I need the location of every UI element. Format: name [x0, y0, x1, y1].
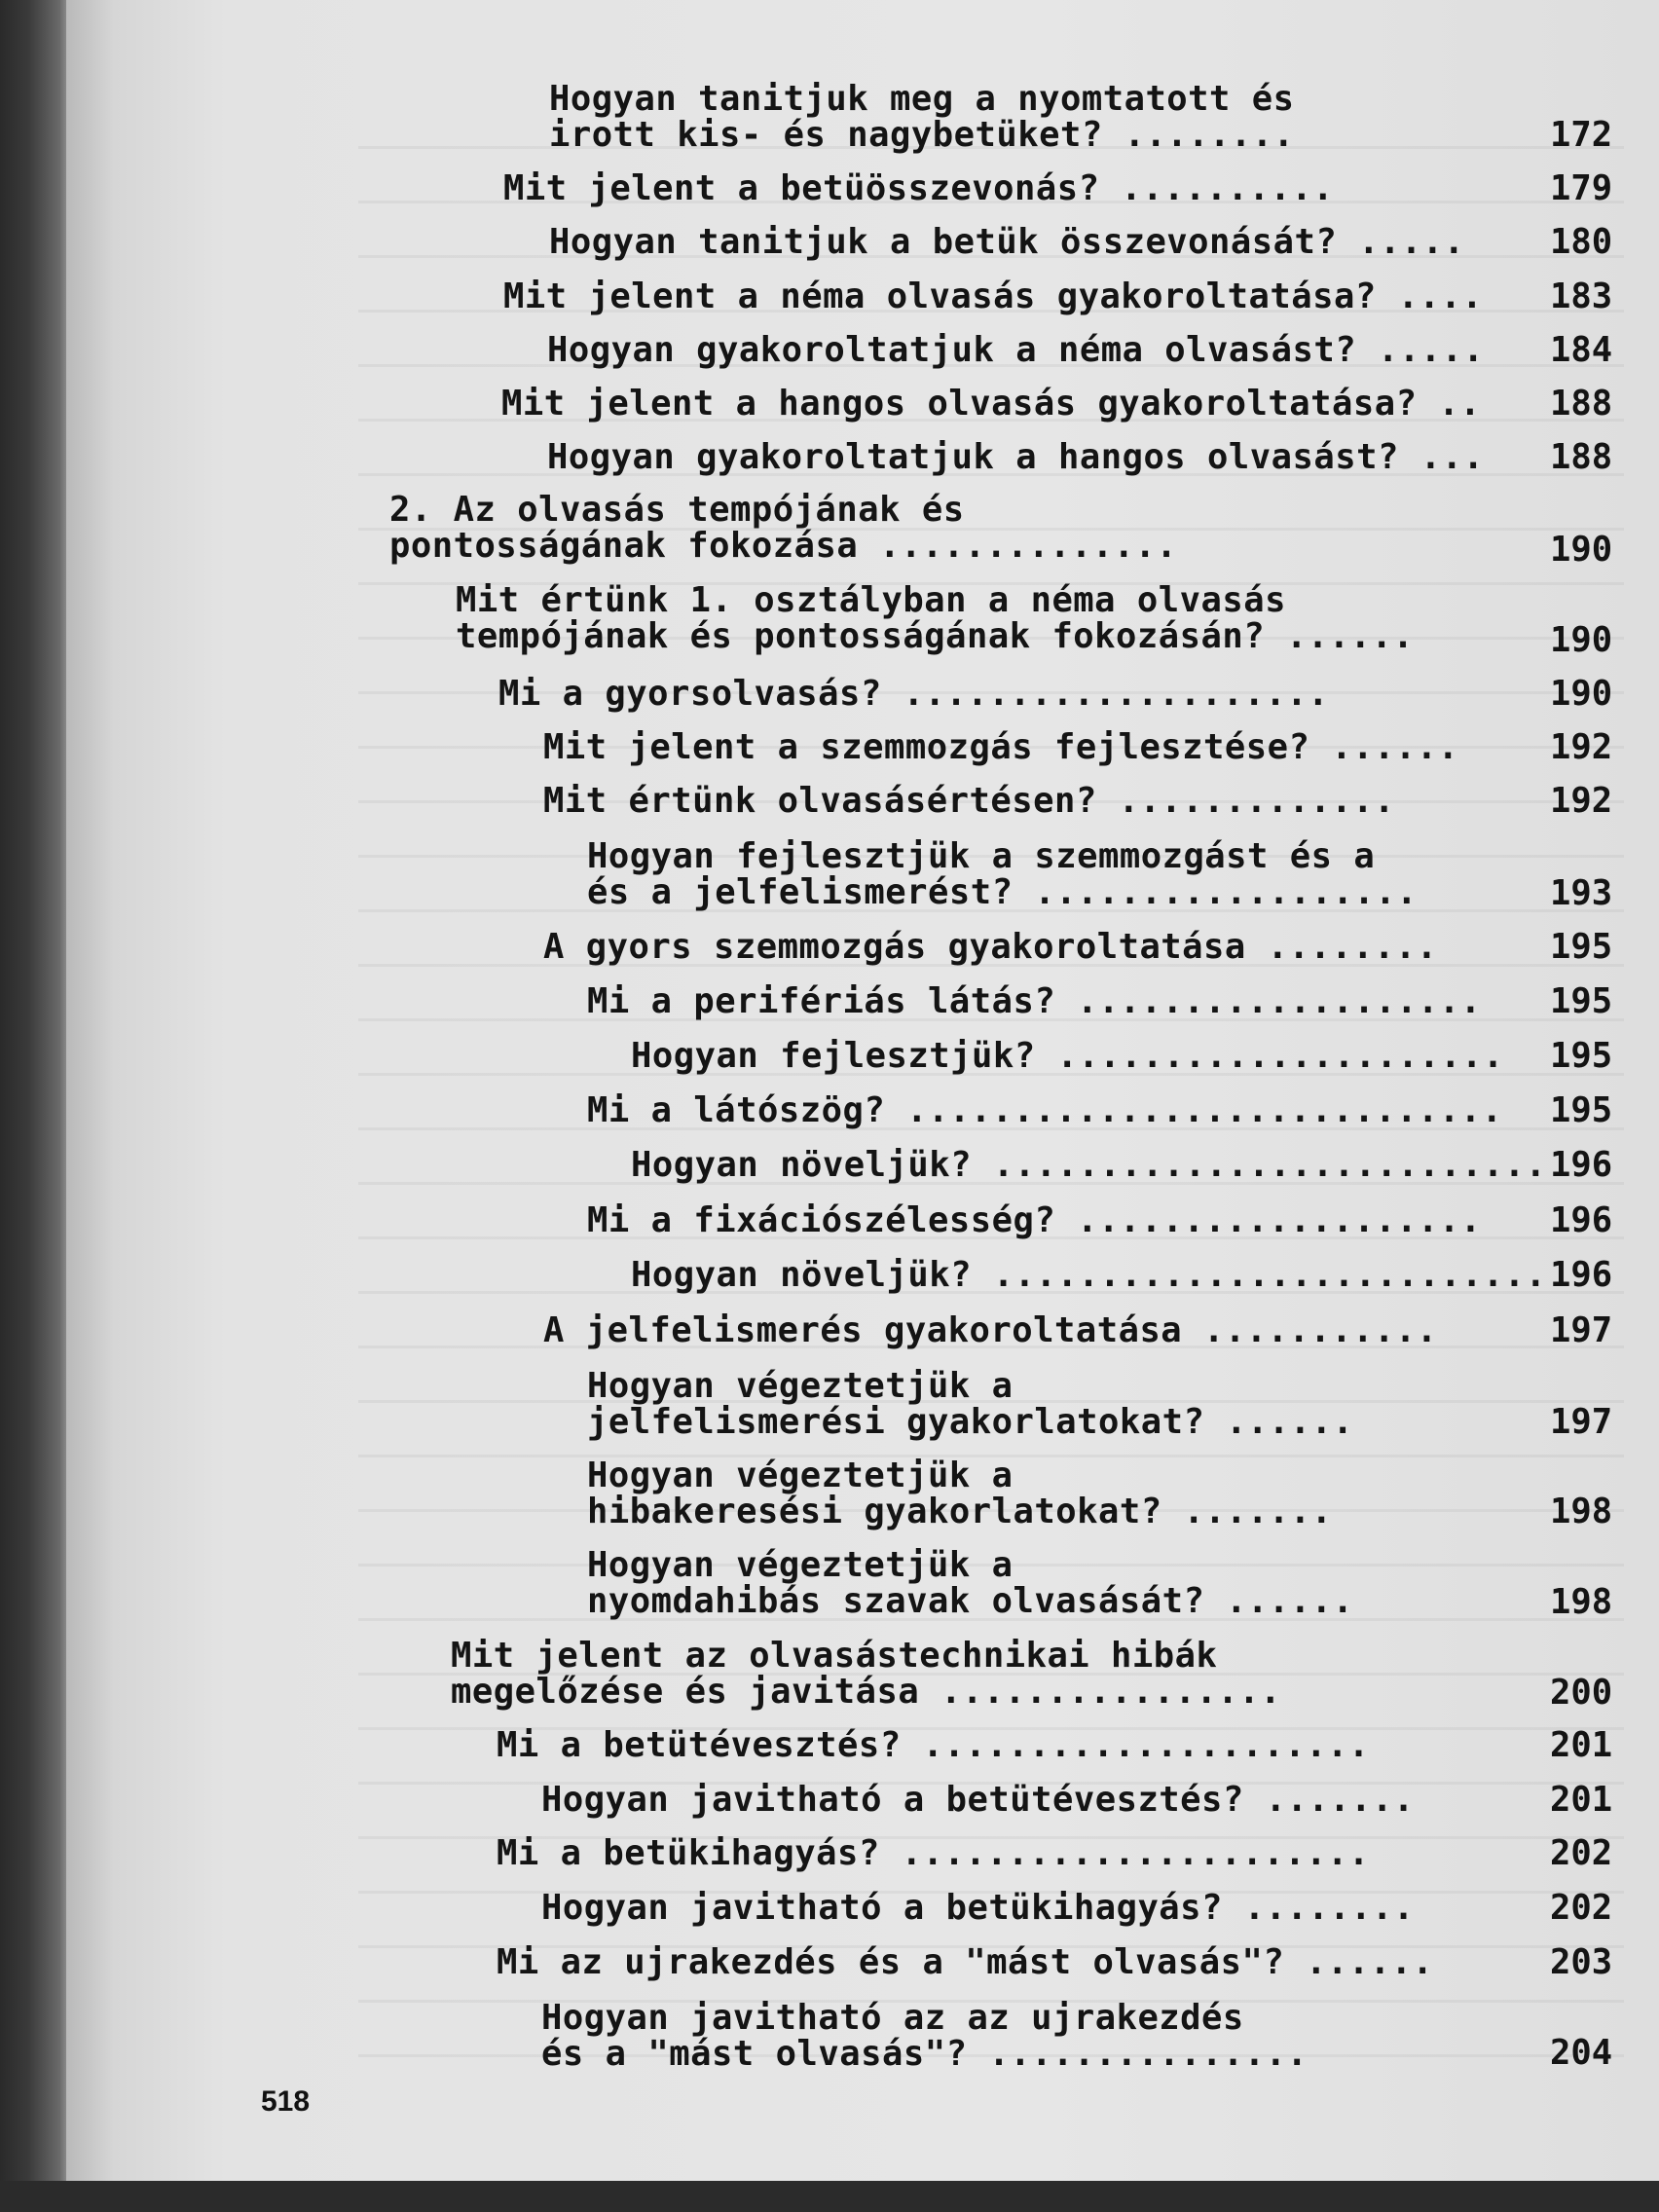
- toc-entry: [497, 1944, 1433, 1980]
- toc-page-number: 188: [1550, 437, 1613, 477]
- toc-entry: [587, 1547, 1353, 1619]
- toc-page-number: 193: [1550, 873, 1613, 913]
- toc-entry-line: Mi a betükihagyás? ......................: [497, 1833, 1370, 1873]
- toc-entry: [497, 1727, 1370, 1763]
- toc-entry-line: 2. Az olvasás tempójának és: [389, 490, 965, 530]
- toc-page-number: 200: [1550, 1673, 1613, 1713]
- toc-entry-line: Hogyan növeljük? ..........................: [631, 1255, 1547, 1295]
- toc-entry-line: Mit jelent a szemmozgás fejlesztése? ......: [543, 727, 1459, 767]
- toc-entry-line: Mi a betütévesztés? .....................: [497, 1725, 1370, 1765]
- toc-entry: [631, 1038, 1504, 1074]
- toc-entry-line: tempójának és pontosságának fokozásán? ......: [456, 616, 1415, 656]
- toc-entry-line: Hogyan végeztetjük a: [587, 1456, 1014, 1495]
- table-of-contents: [66, 0, 1659, 2142]
- toc-entry-line: és a jelfelismerést? ..................: [587, 872, 1419, 912]
- toc-page-number: 192: [1550, 781, 1613, 821]
- toc-page-number: 195: [1550, 981, 1613, 1021]
- toc-entry: [547, 332, 1484, 368]
- toc-entry: [543, 729, 1459, 765]
- toc-entry-line: Hogyan fejlesztjük a szemmozgást és a: [587, 836, 1376, 876]
- bottom-edge: [0, 2181, 1659, 2212]
- toc-entry: [587, 1092, 1503, 1128]
- toc-page-number: 190: [1550, 620, 1613, 660]
- toc-page-number: 190: [1550, 674, 1613, 714]
- toc-entry-line: Mit jelent a néma olvasás gyakoroltatása? ....: [503, 276, 1484, 316]
- toc-entry: [631, 1147, 1547, 1183]
- toc-entry-line: Mi az ujrakezdés és a "mást olvasás"? ......: [497, 1942, 1434, 1982]
- toc-page-number: 188: [1550, 384, 1613, 424]
- toc-entry-line: Hogyan fejlesztjük? .....................: [631, 1036, 1504, 1076]
- toc-entry-line: A jelfelismerés gyakoroltatása ...........: [543, 1310, 1438, 1350]
- toc-entry: [497, 1835, 1370, 1871]
- toc-page-number: 172: [1550, 115, 1613, 155]
- toc-entry-line: Hogyan javitható az az ujrakezdés: [541, 1998, 1244, 2038]
- toc-entry: [631, 1257, 1547, 1293]
- toc-entry-line: Mit jelent a hangos olvasás gyakoroltatása? ..: [501, 384, 1482, 424]
- toc-page-number: 183: [1550, 276, 1613, 316]
- toc-entry: [541, 1890, 1415, 1926]
- toc-entry-line: A gyors szemmozgás gyakoroltatása ........: [543, 927, 1438, 967]
- toc-entry-line: Mit jelent a betüösszevonás? ..........: [503, 168, 1335, 208]
- toc-page-number: 192: [1550, 727, 1613, 767]
- toc-entry: [587, 983, 1482, 1019]
- toc-entry-line: Mi a fixációszélesség? ...................: [587, 1200, 1482, 1240]
- toc-entry: [503, 170, 1334, 206]
- book-spine-shadow: [0, 0, 70, 2212]
- book-page: [66, 0, 1659, 2191]
- toc-page-number: 202: [1550, 1833, 1613, 1873]
- toc-entry-line: Mi a látószög? ............................: [587, 1090, 1503, 1130]
- toc-entry: [547, 439, 1484, 475]
- toc-entry: [451, 1638, 1281, 1710]
- toc-entry: [543, 929, 1438, 965]
- toc-page-number: 202: [1550, 1888, 1613, 1928]
- toc-entry-line: hibakeresési gyakorlatokat? .......: [587, 1492, 1333, 1531]
- toc-entry-line: és a "mást olvasás"? ...............: [541, 2034, 1309, 2074]
- toc-page-number: 195: [1550, 927, 1613, 967]
- toc-page-number: 184: [1550, 330, 1613, 370]
- toc-entry-line: Mi a perifériás látás? ...................: [587, 981, 1482, 1021]
- toc-page-number: 190: [1550, 530, 1613, 570]
- toc-entry: [543, 1312, 1438, 1348]
- toc-entry-line: pontosságának fokozása ..............: [389, 526, 1178, 566]
- toc-page-number: 203: [1550, 1942, 1613, 1982]
- toc-page-number: 196: [1550, 1200, 1613, 1240]
- toc-entry: [456, 582, 1414, 654]
- toc-page-number: 198: [1550, 1582, 1613, 1622]
- toc-page-number: 197: [1550, 1402, 1613, 1442]
- toc-entry: [389, 492, 1177, 564]
- toc-page-number: 180: [1550, 222, 1613, 262]
- toc-page-number: 196: [1550, 1255, 1613, 1295]
- toc-entry-line: megelőzése és javitása ................: [451, 1672, 1282, 1712]
- toc-page-number: 179: [1550, 168, 1613, 208]
- toc-entry-line: jelfelismerési gyakorlatokat? ......: [587, 1402, 1354, 1442]
- toc-entry-line: Hogyan javitható a betütévesztés? .......: [541, 1780, 1415, 1820]
- toc-entry-line: Hogyan végeztetjük a: [587, 1545, 1014, 1585]
- page-number: 518: [261, 2085, 311, 2118]
- toc-entry-line: Hogyan tanitjuk meg a nyomtatott és: [549, 79, 1295, 119]
- toc-entry: [503, 278, 1483, 314]
- toc-entry: [498, 676, 1329, 712]
- toc-page-number: 195: [1550, 1036, 1613, 1076]
- toc-page-number: 198: [1550, 1492, 1613, 1531]
- toc-page-number: 204: [1550, 2033, 1613, 2073]
- toc-entry-line: irott kis- és nagybetüket? ........: [549, 115, 1295, 155]
- toc-entry-line: Hogyan javitható a betükihagyás? ........: [541, 1888, 1415, 1928]
- toc-page-number: 195: [1550, 1090, 1613, 1130]
- toc-entry-line: Hogyan gyakoroltatjuk a hangos olvasást? ...: [547, 437, 1485, 477]
- toc-entry-line: Mi a gyorsolvasás? ....................: [498, 674, 1330, 714]
- toc-entry: [587, 1202, 1482, 1238]
- toc-entry-line: Mit értünk 1. osztályban a néma olvasás: [456, 580, 1287, 620]
- toc-entry: [587, 838, 1418, 910]
- toc-entry: [587, 1457, 1333, 1530]
- toc-entry-line: Hogyan növeljük? ..........................: [631, 1145, 1547, 1185]
- toc-entry-line: Mit értünk olvasásértésen? .............: [543, 781, 1395, 821]
- toc-page-number: 196: [1550, 1145, 1613, 1185]
- toc-entry: [549, 224, 1465, 260]
- toc-entry-line: nyomdahibás szavak olvasását? ......: [587, 1581, 1354, 1621]
- toc-page-number: 197: [1550, 1310, 1613, 1350]
- toc-entry: [543, 783, 1395, 819]
- toc-entry: [541, 2000, 1308, 2072]
- toc-entry-line: Hogyan tanitjuk a betük összevonását? .....: [549, 222, 1465, 262]
- toc-page-number: 201: [1550, 1780, 1613, 1820]
- toc-entry-line: Hogyan végeztetjük a: [587, 1366, 1014, 1406]
- toc-entry: [541, 1782, 1415, 1818]
- toc-entry: [587, 1368, 1353, 1440]
- toc-entry-line: Mit jelent az olvasástechnikai hibák: [451, 1636, 1218, 1676]
- toc-entry: [549, 81, 1295, 153]
- toc-page-number: 201: [1550, 1725, 1613, 1765]
- toc-entry-line: Hogyan gyakoroltatjuk a néma olvasást? .....: [547, 330, 1485, 370]
- toc-entry: [501, 386, 1481, 422]
